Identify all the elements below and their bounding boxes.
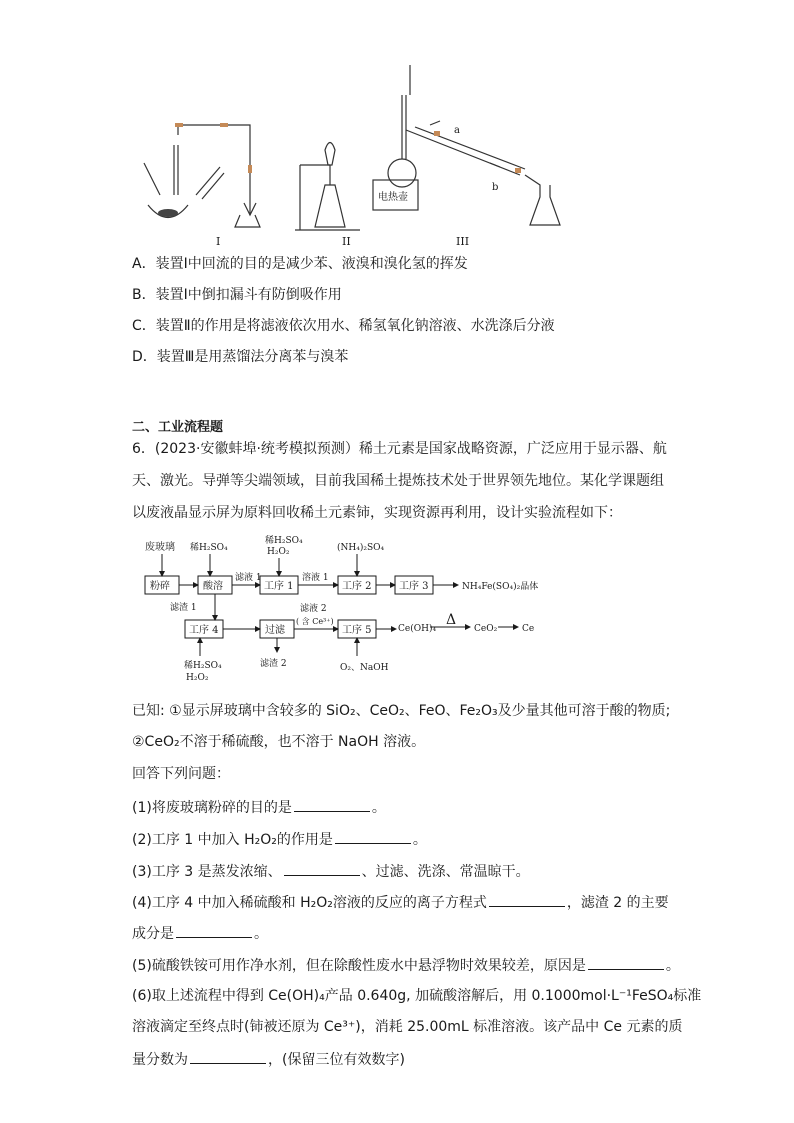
answer-blank-7[interactable] [190, 1049, 266, 1064]
flow-residue2: 滤渣 2 [260, 659, 287, 669]
sub-question-6-line-2: 溶液滴定至终点时(铈被还原为 Ce³⁺)，消耗 25.00mL 标准溶液。该产品中 Ce 元素的质 [132, 1019, 683, 1035]
label-port-a: a [454, 125, 460, 136]
separatory-funnel [325, 143, 335, 166]
q4-text-2: 成分是 [132, 926, 174, 942]
flowchart-diagram [140, 532, 570, 692]
flow-contains-ce: ( 含 Ce³⁺) [296, 617, 334, 626]
flow-o2-naoh: O₂、NaOH [340, 663, 389, 673]
option-c: C．装置Ⅱ的作用是将滤液依次用水、稀氢氧化钠溶液、水洗涤后分液 [132, 318, 555, 334]
flow-filtrate2: 滤液 2 [300, 604, 327, 614]
flow-product: NH₄Fe(SO₄)₂晶体 [462, 582, 539, 592]
known-line-1: 已知: ①显示屏玻璃中含较多的 SiO₂、CeO₂、FeO、Fe₂O₃及少量其他可溶于酸的物质; [132, 703, 671, 719]
question-line-3: 以废液晶显示屏为原料回收稀土元素铈，实现资源再利用，设计实验流程如下： [132, 505, 622, 521]
receiving-flask [525, 175, 560, 225]
q1-end: 。 [371, 800, 386, 816]
apparatus-figure [120, 55, 580, 250]
flow-step3: 工序 3 [399, 581, 429, 592]
flow-h2o2-2: H₂O₂ [186, 673, 209, 683]
sub-question-4 [132, 892, 669, 912]
flow-ceo2: CeO₂ [474, 624, 498, 634]
q5-text: (5)硫酸铁铵可用作净水剂，但在除酸性废水中悬浮物时效果较差，原因是 [132, 958, 586, 974]
option-a: A．装置Ⅰ中回流的目的是减少苯、液溴和溴化氢的挥发 [132, 256, 468, 272]
label-apparatus-1: I [216, 235, 221, 248]
flow-filtrate1: 滤液 1 [235, 573, 262, 583]
sub-question-5 [132, 955, 680, 975]
answer-blank-6[interactable] [588, 955, 664, 970]
label-apparatus-2: II [342, 235, 351, 248]
q5-end: 。 [665, 958, 680, 974]
option-d: D．装置Ⅲ是用蒸馏法分离苯与溴苯 [132, 349, 349, 365]
flow-step5: 工序 5 [342, 625, 372, 636]
process-flowchart [140, 532, 570, 692]
sub-question-4-cont [132, 923, 268, 943]
flow-step4: 工序 4 [189, 625, 219, 636]
answer-blank-5[interactable] [176, 923, 252, 938]
sub-question-6-line-3 [132, 1049, 405, 1069]
flow-solution1: 溶液 1 [302, 573, 329, 583]
distill-flask [388, 159, 416, 187]
flow-residue1: 滤渣 1 [170, 603, 197, 613]
q2-end: 。 [412, 832, 427, 848]
q4-end: 。 [254, 926, 268, 942]
flow-delta: Δ [446, 612, 457, 628]
sub-question-3 [132, 861, 530, 881]
option-b: B．装置Ⅰ中倒扣漏斗有防倒吸作用 [132, 287, 342, 303]
flow-dil-h2so4-1: 稀H₂SO₄ [190, 543, 228, 553]
sub-question-1 [132, 797, 386, 817]
label-heater: 电热壶 [378, 192, 408, 203]
section-title: 二、工业流程题 [132, 420, 224, 435]
answer-blank-1[interactable] [294, 797, 370, 812]
q6-end: ，(保留三位有效数字) [268, 1052, 405, 1068]
beaker-i [235, 215, 260, 227]
q3-text: (3)工序 3 是蒸发浓缩、 [132, 864, 282, 880]
known-line-2: ②CeO₂不溶于稀硫酸，也不溶于 NaOH 溶液。 [132, 734, 426, 750]
apparatus-diagram [120, 55, 580, 250]
flow-dil-h2so4-2: 稀H₂SO₄ [265, 536, 303, 546]
q1-text: (1)将废玻璃粉碎的目的是 [132, 800, 292, 816]
answer-blank-2[interactable] [335, 829, 411, 844]
q2-text: (2)工序 1 中加入 H₂O₂的作用是 [132, 832, 333, 848]
label-apparatus-3: III [456, 235, 470, 248]
q4-text: (4)工序 4 中加入稀硫酸和 H₂O₂溶液的反应的离子方程式 [132, 895, 487, 911]
flow-h2o2-1: H₂O₂ [267, 547, 290, 557]
flow-step2: 工序 2 [342, 581, 372, 592]
sub-question-2 [132, 829, 427, 849]
flow-ce: Ce [522, 624, 535, 634]
q3-end: 、过滤、洗涤、常温晾干。 [361, 864, 530, 880]
flask-ii [315, 185, 345, 227]
question-line-1: 6．(2023·安徽蚌埠·统考模拟预测）稀土元素是国家战略资源，广泛应用于显示器、航 [132, 441, 667, 457]
sub-question-6-line-1: (6)取上述流程中得到 Ce(OH)₄产品 0.640g, 加硫酸溶解后，用 0.1000mol·L⁻¹FeSO₄标准 [132, 988, 702, 1004]
flow-crush: 粉碎 [150, 581, 170, 592]
question-line-2: 天、激光。导弹等尖端领域，目前我国稀土提炼技术处于世界领先地位。某化学课题组 [132, 473, 664, 489]
flow-filter: 过滤 [265, 625, 285, 636]
answer-intro: 回答下列问题： [132, 766, 230, 782]
flow-ceoh4: Ce(OH)₄ [398, 624, 437, 634]
flow-nh4so4: (NH₄)₂SO₄ [337, 543, 385, 553]
q4-mid: ，滤渣 2 的主要 [566, 895, 669, 911]
flow-dil-h2so4-3: 稀H₂SO₄ [184, 661, 222, 671]
label-port-b: b [492, 182, 499, 193]
q6-text: 量分数为 [132, 1052, 188, 1068]
flow-step1: 工序 1 [264, 581, 294, 592]
answer-blank-3[interactable] [284, 861, 360, 876]
flow-waste-glass: 废玻璃 [145, 542, 175, 553]
answer-blank-4[interactable] [489, 892, 565, 907]
flow-acid-dissolve: 酸溶 [203, 581, 223, 592]
